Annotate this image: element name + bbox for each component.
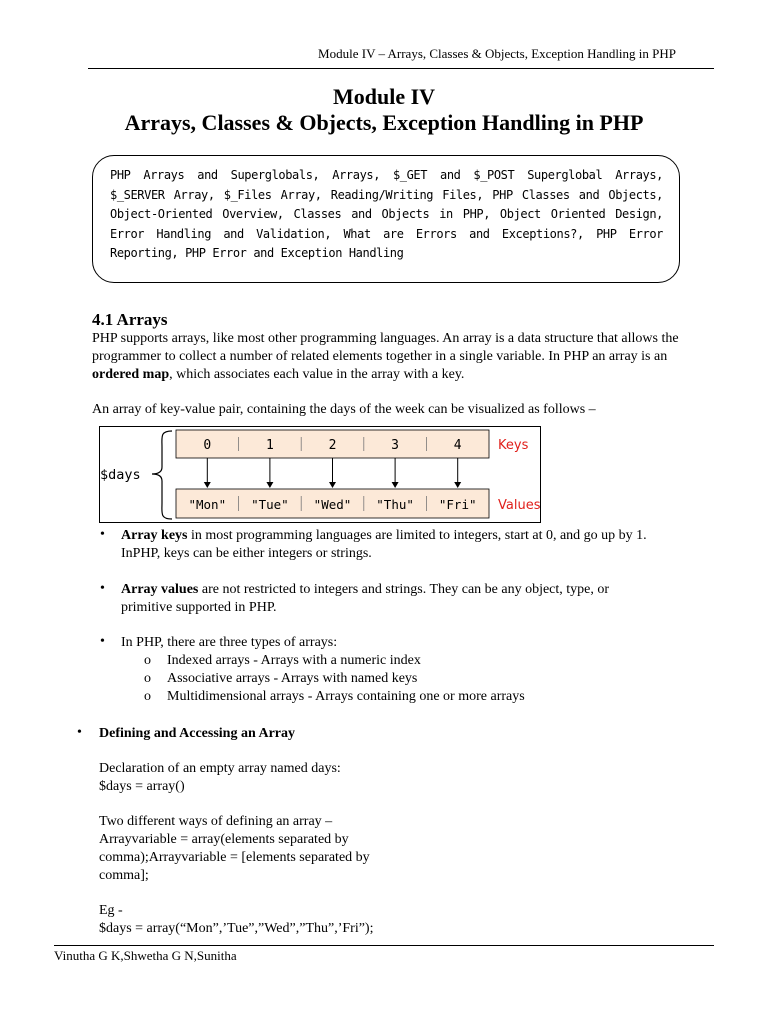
topics-summary-text: PHP Arrays and Superglobals, Arrays, $_GET and $_POST Superglobal Arrays, $_SERVER Array, $_Files Array, Reading/Writing Files, PHP Classes and Objects, Object-Oriented Overview, Classes and Objects in PHP, Object Oriented Design, Error Handling and Validation, What are Errors and Exceptions?, PHP Error Reporting, PHP Error and Exception Handling — [110, 168, 663, 260]
topics-summary-box — [92, 155, 680, 283]
sub-bullet-marker: o — [144, 653, 151, 668]
value-cell: "Fri" — [438, 497, 477, 512]
key-cell: 3 — [391, 438, 400, 453]
value-cell: "Mon" — [188, 497, 227, 512]
header-rule — [88, 68, 714, 69]
bullet-marker: • — [100, 581, 105, 596]
ways-line-3: comma]; — [99, 868, 149, 883]
module-title: Module IV — [332, 84, 436, 109]
key-cell: 1 — [265, 438, 274, 453]
footer-authors: Vinutha G K,Shwetha G N,Sunitha — [54, 948, 237, 963]
arrow-head-icon — [392, 482, 399, 488]
bullet-array-keys — [121, 527, 687, 563]
bullet-marker: • — [100, 634, 105, 649]
key-cell: 2 — [328, 438, 337, 453]
intro-text-1: PHP supports arrays, like most other programming languages. An array is a data structure that allows the programmer to collect a number of related elements together in a single variable. In PHP an array is an — [92, 331, 679, 364]
array-values-bold: Array values — [121, 582, 199, 597]
arrow-head-icon — [204, 482, 211, 488]
array-keys-text: in most programming languages are limited to integers, start at 0, and go up by 1. InPHP, keys can be either integers or strings. — [121, 528, 647, 561]
running-header: Module IV – Arrays, Classes & Objects, Exception Handling in PHP — [318, 46, 676, 61]
array-keys-bold: Array keys — [121, 528, 188, 543]
bullet-marker: • — [77, 725, 82, 740]
key-cell: 4 — [453, 438, 462, 453]
intro-bold: ordered map — [92, 367, 170, 382]
ways-line-1: Arrayvariable = array(elements separated by — [99, 832, 349, 847]
array-diagram — [99, 426, 541, 523]
value-cell: "Thu" — [376, 497, 414, 512]
module-subtitle: Arrays, Classes & Objects, Exception Handling in PHP — [124, 110, 644, 135]
arrow-head-icon — [266, 482, 273, 488]
sub-bullet-marker: o — [144, 689, 151, 704]
type-indexed: Indexed arrays - Arrays with a numeric index — [167, 653, 421, 668]
array-variable-label: $days — [100, 467, 141, 483]
ways-line-2: comma);Arrayvariable = [elements separated by — [99, 850, 370, 865]
defining-heading: Defining and Accessing an Array — [99, 726, 296, 741]
intro-text-2: , which associates each value in the array with a key. — [169, 367, 465, 382]
type-multidimensional: Multidimensional arrays - Arrays containing one or more arrays — [167, 689, 525, 704]
key-cell: 0 — [203, 438, 212, 453]
array-diagram-svg — [100, 427, 540, 522]
value-cell: "Tue" — [251, 497, 289, 512]
arrow-head-icon — [454, 482, 461, 488]
bullet-marker: • — [100, 527, 105, 542]
keys-label: Keys — [498, 438, 529, 453]
array-values-text: are not restricted to integers and strings. They can be any object, type, or primitive supported in PHP. — [121, 582, 610, 615]
brace-icon — [152, 431, 172, 519]
bullet-array-types: In PHP, there are three types of arrays: — [121, 635, 338, 650]
example-code: $days = array(“Mon”,’Tue”,”Wed”,”Thu”,’Fri”); — [99, 921, 374, 936]
declaration-code: $days = array() — [99, 779, 185, 794]
arrow-head-icon — [329, 482, 336, 488]
type-associative: Associative arrays - Arrays with named keys — [167, 671, 418, 686]
visual-intro: An array of key-value pair, containing the days of the week can be visualized as follows – — [92, 402, 596, 417]
section-intro — [92, 330, 686, 384]
footer-rule — [54, 945, 714, 946]
ways-label: Two different ways of defining an array – — [99, 814, 333, 829]
declaration-label: Declaration of an empty array named days: — [99, 761, 341, 776]
values-label: Values — [498, 498, 540, 513]
section-title: 4.1 Arrays — [92, 310, 168, 329]
value-cell: "Wed" — [313, 497, 352, 512]
sub-bullet-marker: o — [144, 671, 151, 686]
bullet-array-values — [121, 581, 661, 617]
example-label: Eg - — [99, 903, 123, 918]
